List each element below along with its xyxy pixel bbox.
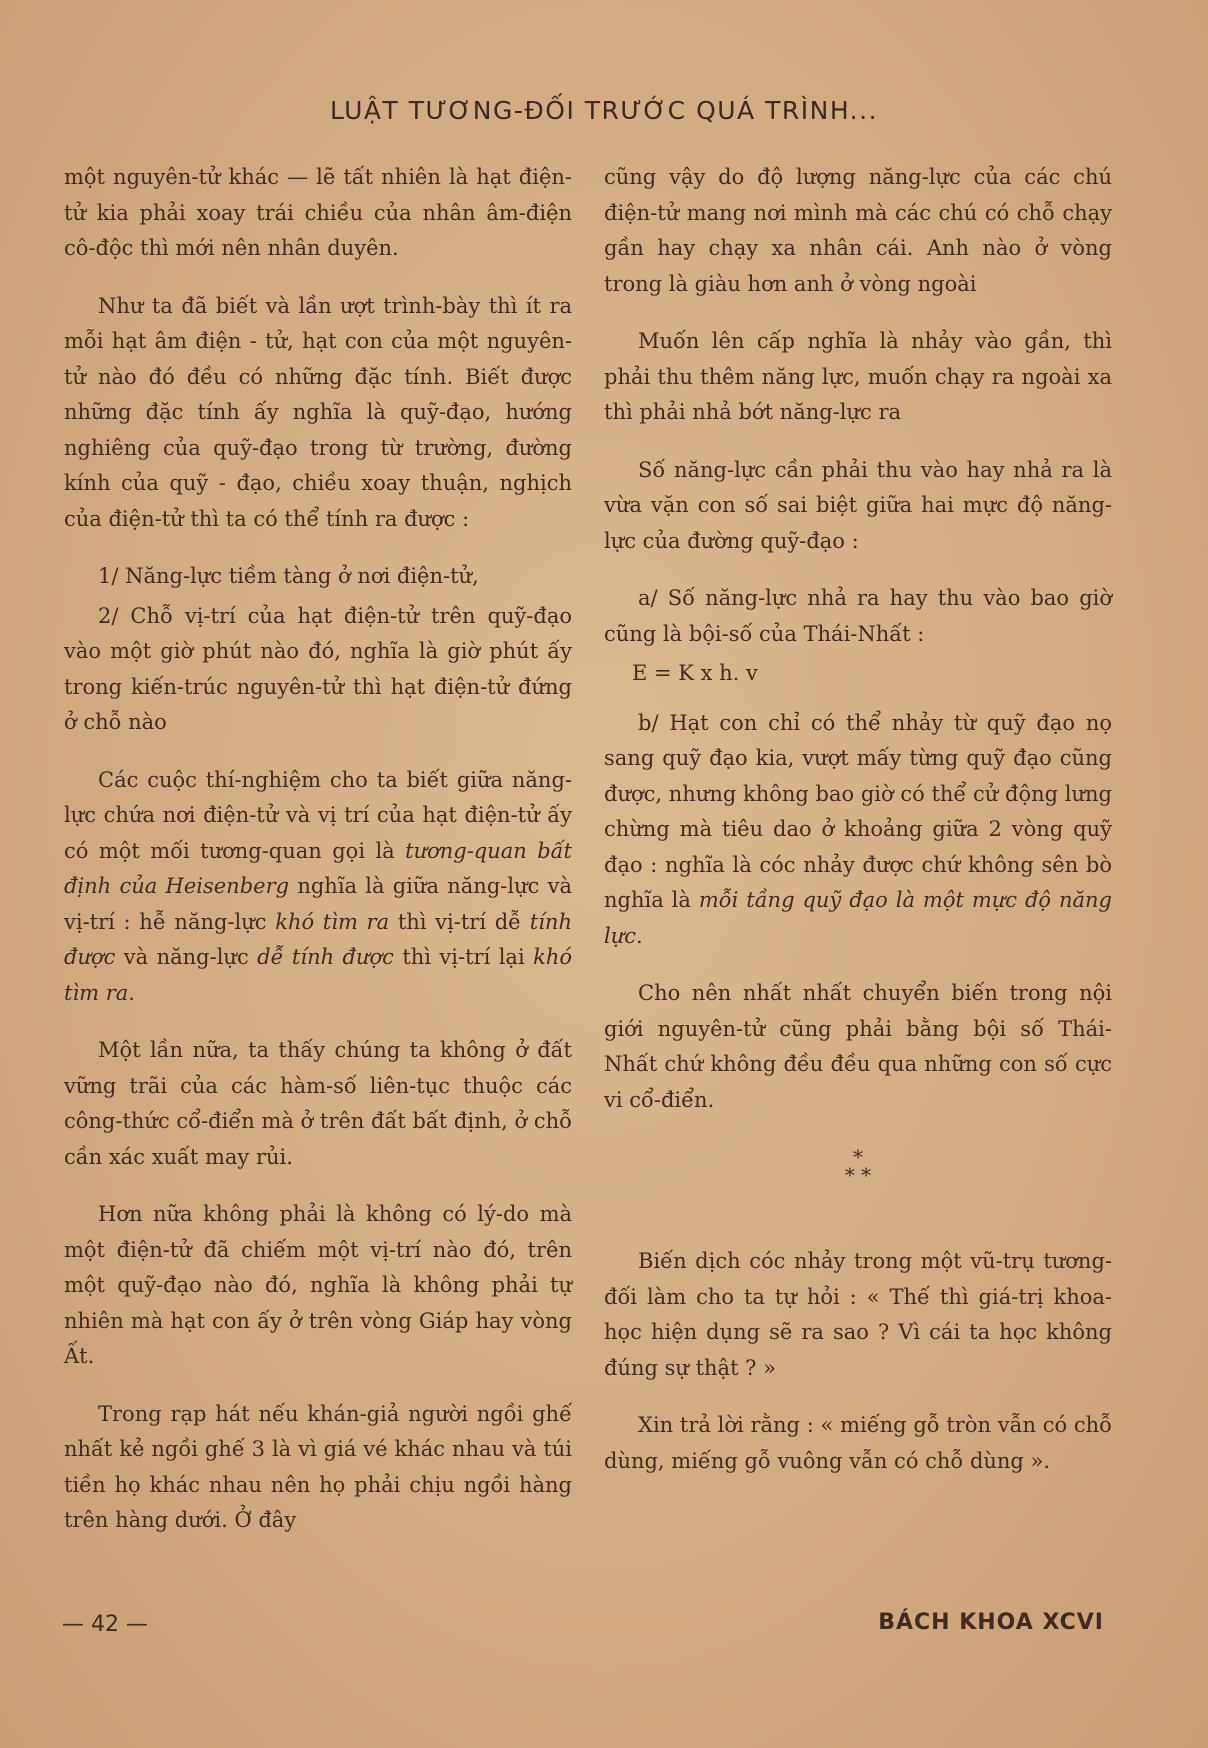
left-column [64,160,572,1561]
italic-run: mỗi tầng quỹ đạo là một mực độ năng lực. [604,888,1113,948]
separator-star: * * [844,1163,872,1187]
paragraph: Biến dịch cóc nhảy trong một vũ-trụ tương-đối làm cho ta tự hỏi : « Thế thì giá-trị khoa-học hiện dụng sẽ ra sao ? Vì cái ta học không đúng sự thật ? » [604,1249,1112,1380]
page-number: — 42 — [62,1612,148,1637]
paragraph: Trong rạp hát nếu khán-giả người ngồi ghế nhất kẻ ngồi ghế 3 là vì giá vé khác nhau và túi tiền họ khác nhau nên họ phải chịu ngồi hàng trên hàng dưới. Ở đây [64,1401,572,1532]
magazine-issue: BÁCH KHOA XCVI [878,1610,1104,1635]
formula: E = K x h. v [632,661,758,685]
paragraph: Như ta đã biết và lần ượt trình-bày thì ít ra mỗi hạt âm điện - tử, hạt con của một nguyên-tử nào đó đều có những đặc tính. Biết được những đặc tính ấy nghĩa là quỹ-đạo, hướng nghiêng của quỹ-đạo trong từ trường, đường kính của quỹ - đạo, chiều xoay thuận, nghịch của điện-tử thì ta có thể tính ra được : [64,293,572,531]
paragraph: Số năng-lực cần phải thu vào hay nhả ra là vừa vặn con số sai biệt giữa hai mực độ năng-lực của đường quỹ-đạo : [604,457,1112,553]
list-item: 1/ Năng-lực tiềm tàng ở nơi điện-tử, [98,564,479,588]
running-header: LUẬT TƯƠNG-ĐỐI TRƯỚC QUÁ TRÌNH... [329,96,879,125]
text-run: b/ Hạt con chỉ có thể nhảy từ quỹ đạo nọ sang quỹ đạo kia, vượt mấy từng quỹ đạo cũng được, nhưng không bao giờ có thể cử động lưng chừng mà tiêu dao ở khoảng giữa 2 vòng quỹ đạo : nghĩa là cóc nhảy được chứ không sên bò nghĩa là [604,710,1112,912]
right-column [604,160,1112,1501]
text-run: nghĩa là giữa năng-lực và vị-trí : hễ năng-lực [64,874,572,934]
paragraph [64,763,572,1012]
paragraph: Cho nên nhất nhất chuyển biến trong nội giới nguyên-tử cũng phải bằng bội số Thái-Nhất chứ không đều đều qua những con số cực vi cổ-điển. [604,981,1112,1112]
paragraph: Một lần nữa, ta thấy chúng ta không ở đất vững trãi của các hàm-số liên-tục thuộc các công-thức cổ-điển mà ở trên đất bất định, ở chỗ cần xác xuất may rủi. [64,1038,572,1169]
list-item: 2/ Chỗ vị-trí của hạt điện-tử trên quỹ-đạo vào một giờ phút nào đó, nghĩa là giờ phút ấy trong kiến-trúc nguyên-tử thì hạt điện-tử đứng ở chỗ nào [64,603,572,734]
text-run: thì vị-trí dễ [397,909,522,934]
text-run: thì vị-trí lại [402,945,525,969]
italic-run: khó tìm ra [275,909,390,934]
list-item: a/ Số năng-lực nhả ra hay thu vào bao giờ cũng là bội-số của Thái-Nhất : [604,586,1112,646]
italic-run: dễ tính được [257,945,394,969]
paragraph: một nguyên-tử khác — lẽ tất nhiên là hạt điện-tử kia phải xoay trái chiều của nhân âm-điện cô-độc thì mới nên nhân duyên. [64,165,572,260]
italic-run: tương-quan bất định của Heisenberg [64,838,572,898]
separator-star: * [853,1145,863,1169]
italic-run: khó tìm ra. [64,945,573,1005]
paragraph: cũng vậy do độ lượng năng-lực của các chú điện-tử mang nơi mình mà các chú có chỗ chạy gần hay chạy xa nhân cái. Anh nào ở vòng trong là giàu hơn anh ở vòng ngoài [604,165,1112,296]
italic-run: tính được [64,909,572,969]
list-item [604,706,1112,955]
text-run: Các cuộc thí-nghiệm cho ta biết giữa năng-lực chứa nơi điện-tử và vị trí của hạt điện-tử ấy có một mối tương-quan gọi là [64,767,572,863]
paragraph: Muốn lên cấp nghĩa là nhảy vào gần, thì phải thu thêm năng lực, muốn chạy ra ngoài xa thì phải nhả bớt năng-lực ra [604,329,1112,424]
text-run: và năng-lực [123,945,249,969]
paragraph: Hơn nữa không phải là không có lý-do mà một điện-tử đã chiếm một vị-trí nào đó, trên một quỹ-đạo nào đó, nghĩa là không phải tự nhiên mà hạt con ấy ở trên vòng Giáp hay vòng Ất. [64,1202,572,1368]
section-separator [604,1145,1112,1187]
paragraph: Xin trả lời rằng : « miếng gỗ tròn vẫn có chỗ dùng, miếng gỗ vuông vẫn có chỗ dùng ». [604,1413,1112,1473]
